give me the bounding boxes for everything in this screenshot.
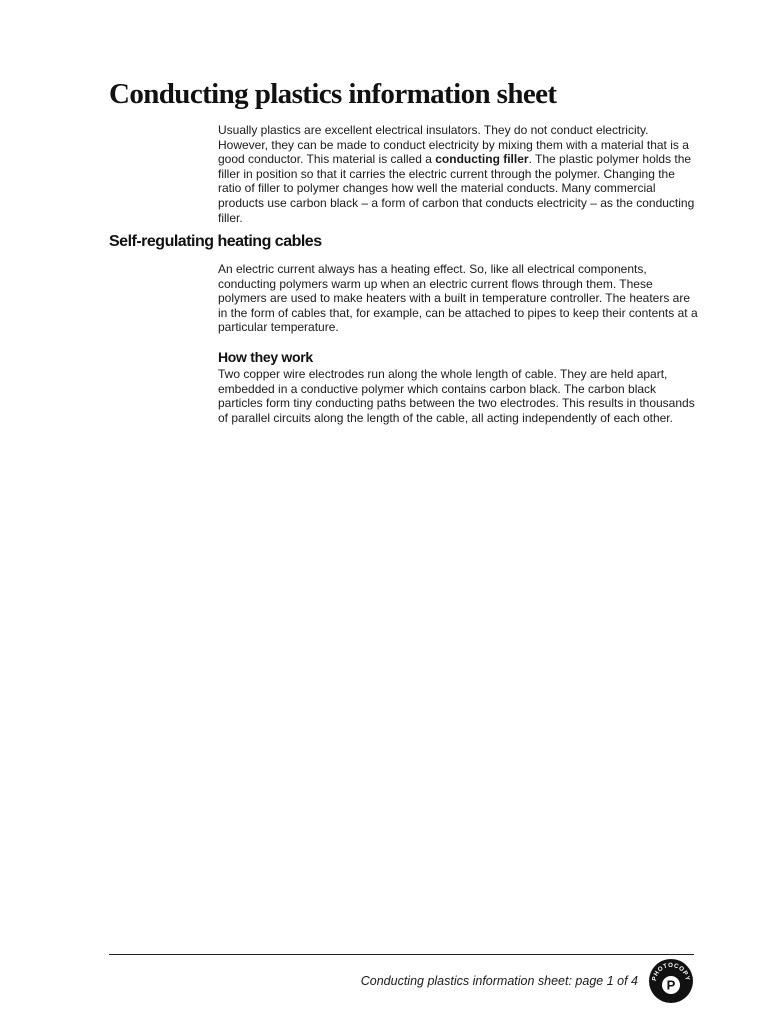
how-they-work-paragraph: Two copper wire electrodes run along the whole length of cable. They are held apart, embedded in a conductive polymer which contains carbon black. The carbon black particles form tiny conducting paths between the two electrodes. This results in thousands of parallel circuits along the length of the cable, all acting independently of each other. <box>218 367 695 425</box>
photocopy-badge-icon <box>648 958 694 1004</box>
footer-divider <box>109 954 694 955</box>
heating-cables-paragraph: An electric current always has a heating effect. So, like all electrical components, conducting polymers warm up when an electric current flows through them. These polymers are used to make heaters with a built in temperature controller. The heaters are in the form of cables that, for example, can be attached to pipes to keep their contents at a particular temperature. <box>218 262 698 335</box>
badge-letter: P <box>666 977 676 993</box>
intro-paragraph <box>218 123 700 225</box>
intro-text-part1: Usually plastics are excellent electrical insulators. They do not conduct electricity. However, they can be made to conduct electricity by mixing them with a material that is a good conductor. This material is called a <box>218 123 689 167</box>
footer-page-label: Conducting plastics information sheet: page 1 of 4 <box>360 974 638 988</box>
intro-text-part2: . The plastic polymer holds the filler in position so that it carries the electric current through the polymer. Changing the ratio of filler to polymer changes how well the material conducts. Many commercial products use carbon black – a form of carbon that conducts electricity – as the conducting filler. <box>218 152 695 225</box>
conducting-filler-term: conducting filler <box>435 152 529 167</box>
subsection-heading-how-they-work: How they work <box>218 349 313 365</box>
page-title: Conducting plastics information sheet <box>109 78 557 110</box>
badge-arc-text: PHOTOCOPY <box>650 961 692 982</box>
section-heading-heating-cables: Self-regulating heating cables <box>109 233 322 250</box>
